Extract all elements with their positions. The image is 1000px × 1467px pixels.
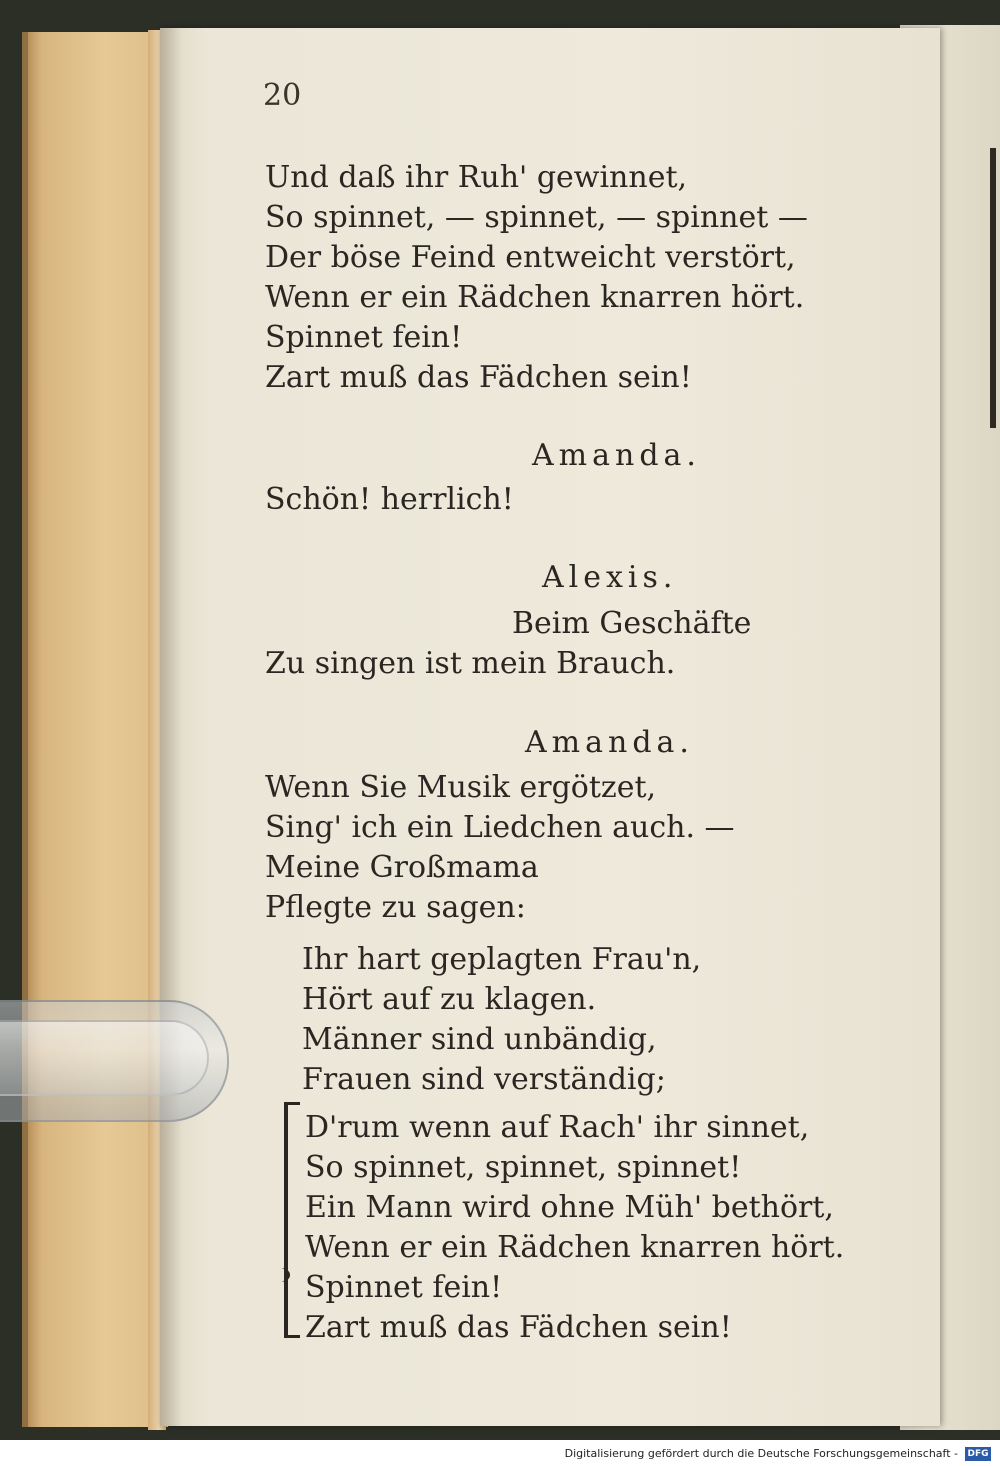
verse-line: Sing' ich ein Liedchen auch. — bbox=[265, 810, 735, 845]
verse-line: So spinnet, spinnet, spinnet! bbox=[305, 1150, 742, 1185]
page-number: 20 bbox=[263, 78, 302, 113]
speaker-name: Amanda. bbox=[532, 438, 701, 473]
verse-line: Spinnet fein! bbox=[305, 1270, 503, 1305]
verse-line: Pflegte zu sagen: bbox=[265, 890, 526, 925]
refrain-brace bbox=[284, 1102, 300, 1338]
verse-line: Wenn er ein Rädchen knarren hört. bbox=[265, 280, 805, 315]
verse-line: Der böse Feind entweicht verstört, bbox=[265, 240, 796, 275]
verse-line: So spinnet, — spinnet, — spinnet — bbox=[265, 200, 808, 235]
verse-line: Meine Großmama bbox=[265, 850, 539, 885]
verse-line: Ein Mann wird ohne Müh' bethört, bbox=[305, 1190, 834, 1225]
footer-credit: Digitalisierung gefördert durch die Deutsche Forschungsgemeinschaft - bbox=[564, 1447, 958, 1460]
verse-line: Hört auf zu klagen. bbox=[302, 982, 597, 1017]
verse-line: D'rum wenn auf Rach' ihr sinnet, bbox=[305, 1110, 810, 1145]
verse-line: Spinnet fein! bbox=[265, 320, 463, 355]
book-cover-edge bbox=[22, 32, 168, 1427]
verse-line: Frauen sind verständig; bbox=[302, 1062, 666, 1097]
dfg-logo: DFG bbox=[965, 1447, 991, 1461]
verse-line: Wenn er ein Rädchen knarren hört. bbox=[305, 1230, 845, 1265]
verse-line: Beim Geschäfte bbox=[512, 606, 752, 641]
speaker-name: Alexis. bbox=[542, 560, 678, 595]
verse-line: Wenn Sie Musik ergötzet, bbox=[265, 770, 657, 805]
verse-line: Und daß ihr Ruh' gewinnet, bbox=[265, 160, 688, 195]
verse-line: Zart muß das Fädchen sein! bbox=[305, 1310, 732, 1345]
verse-line: Schön! herrlich! bbox=[265, 482, 514, 517]
verse-line: Zart muß das Fädchen sein! bbox=[265, 360, 692, 395]
verse-line: Männer sind unbändig, bbox=[302, 1022, 657, 1057]
gutter-shadow bbox=[160, 28, 182, 1426]
refrain-brace-point bbox=[272, 1268, 290, 1282]
speaker-name: Amanda. bbox=[525, 725, 694, 760]
page-holder-clip-inner bbox=[0, 1020, 209, 1096]
verse-line: Zu singen ist mein Brauch. bbox=[265, 646, 676, 681]
verse-line: Ihr hart geplagten Frau'n, bbox=[302, 942, 702, 977]
next-page-rule bbox=[990, 148, 996, 428]
